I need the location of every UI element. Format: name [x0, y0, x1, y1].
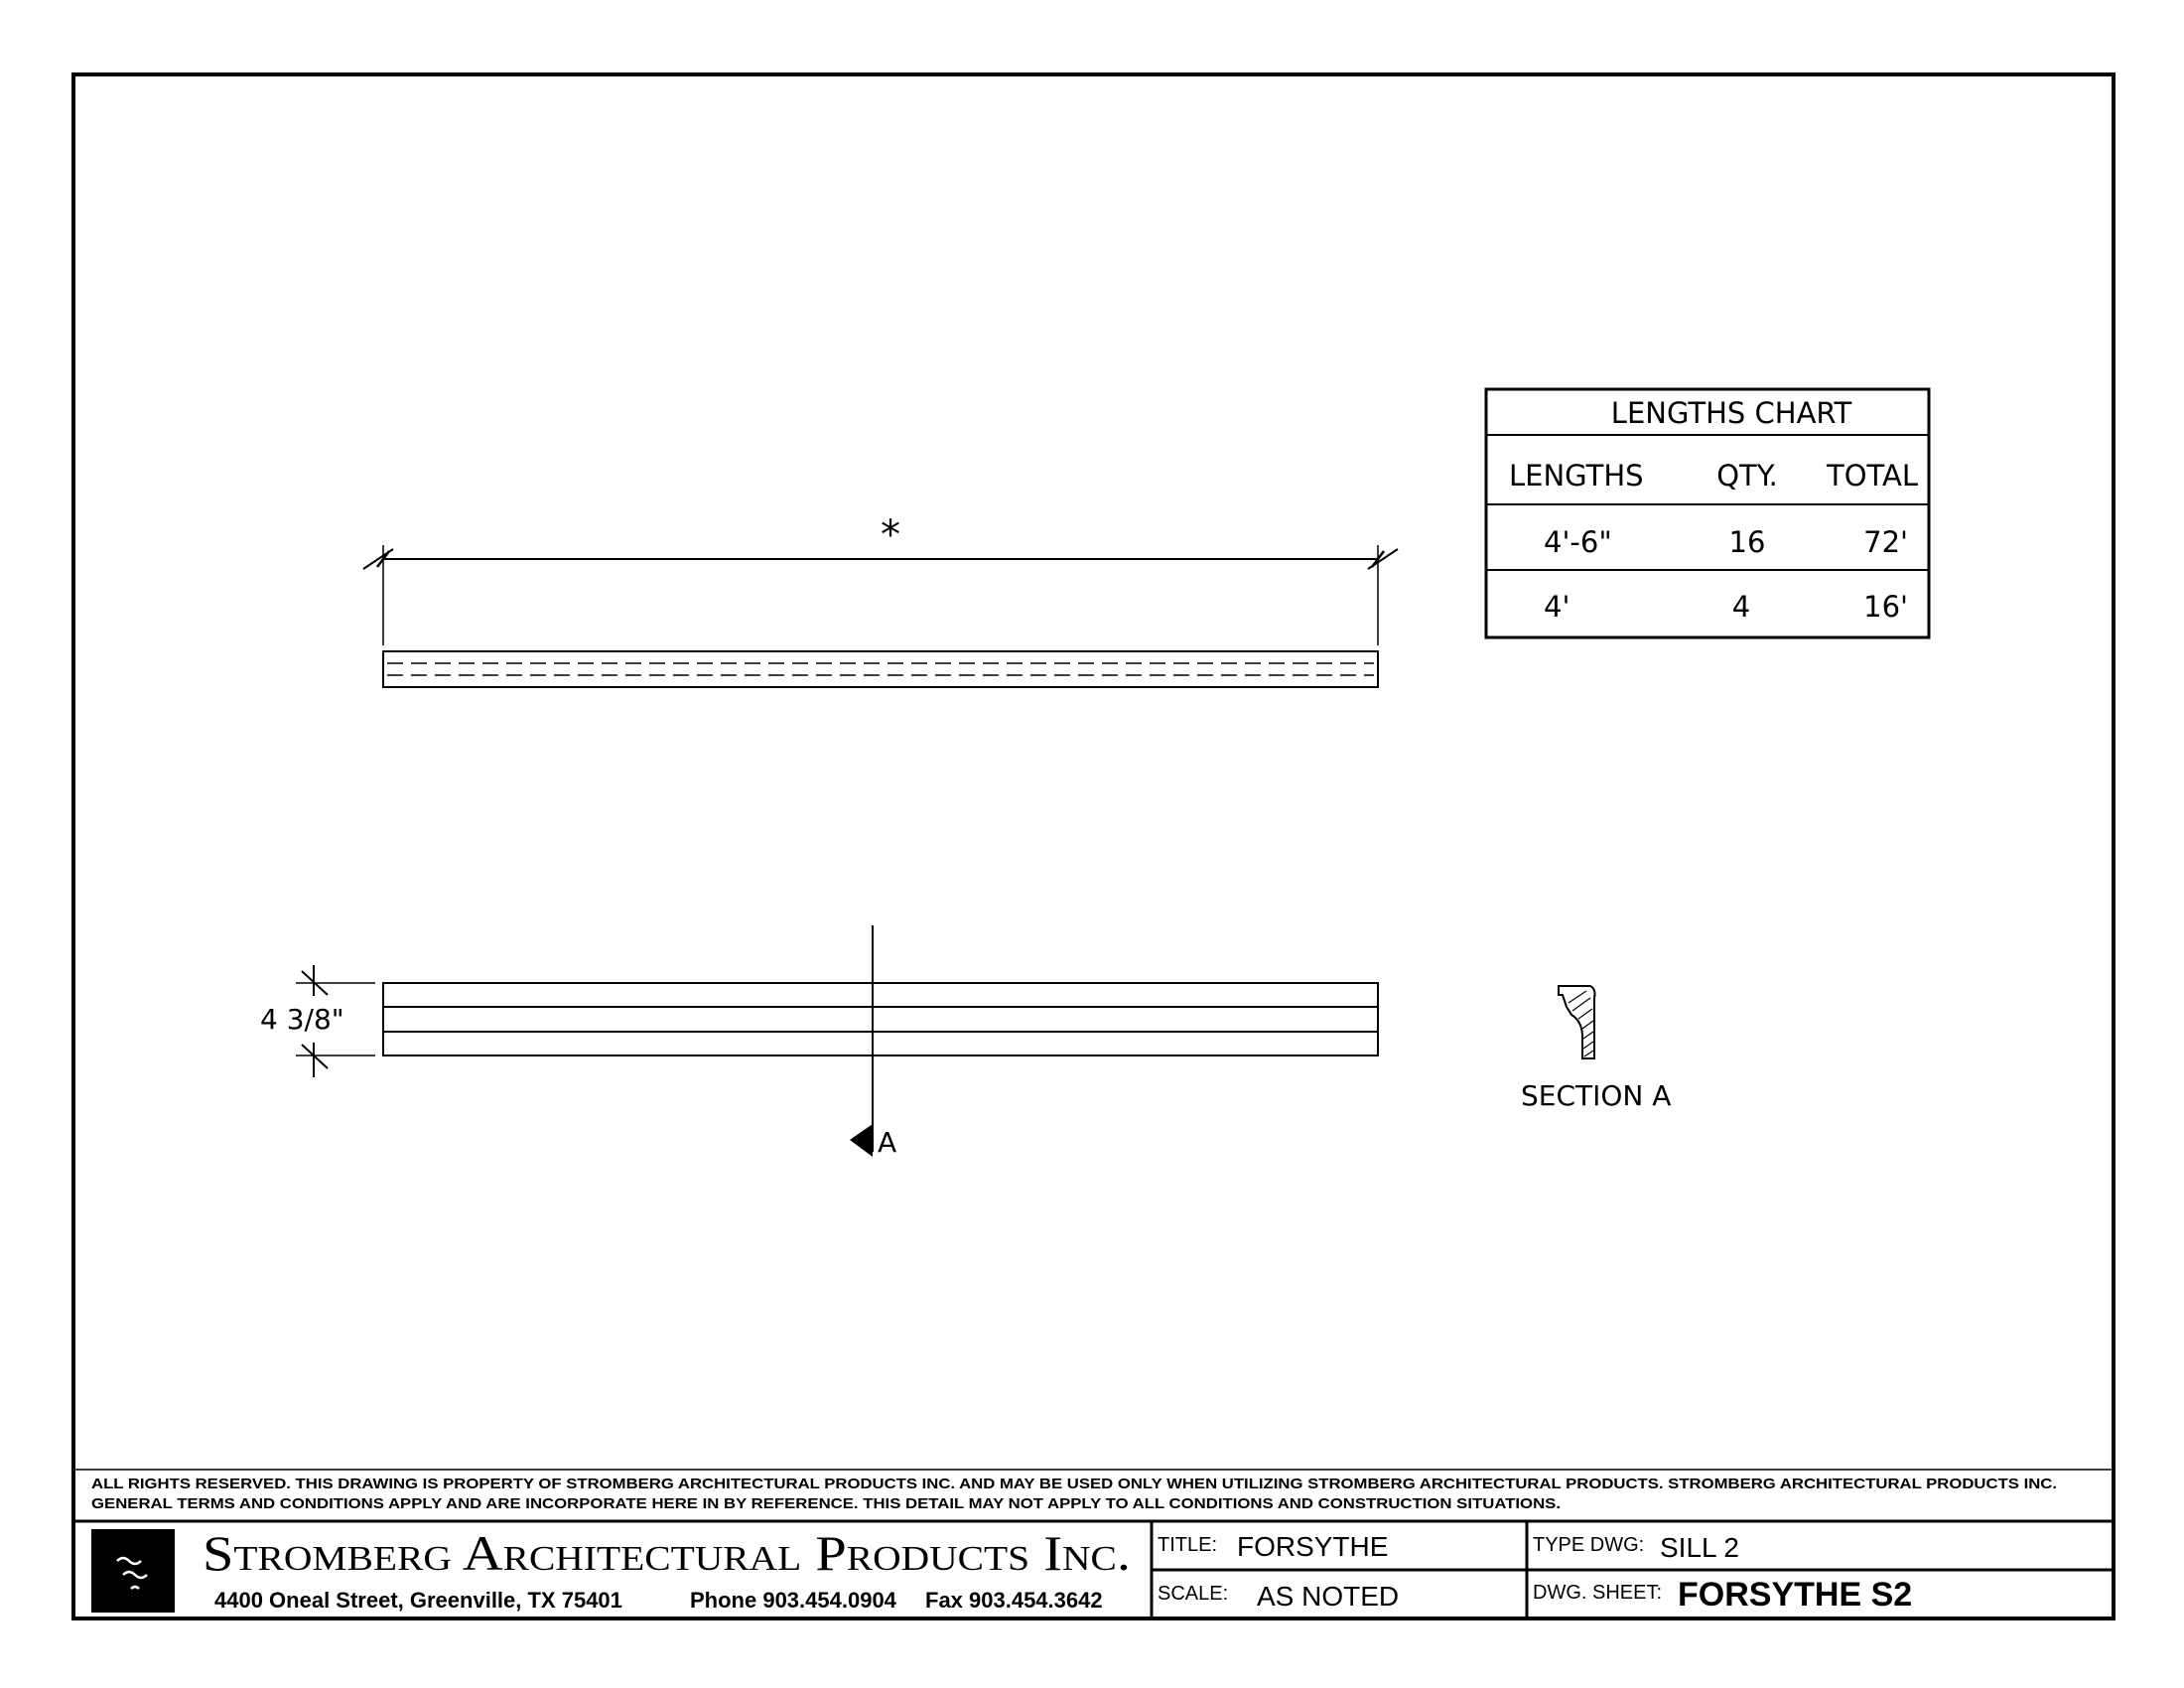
rights-notice-line-1: ALL RIGHTS RESERVED. THIS DRAWING IS PROPERTY OF STROMBERG ARCHITECTURAL PRODUCTS INC. AND MAY BE USED ONLY WHEN UTILIZING STROMBERG ARCHITECTURAL PRODUCTS. STROMBERG ARCHITECTURAL PRODUCTS INC.	[91, 1476, 2057, 1492]
sill-plan-outline	[383, 651, 1378, 687]
title-block	[73, 1470, 2114, 1618]
type-dwg-value: SILL 2	[1660, 1532, 1739, 1563]
section-label: SECTION A	[1521, 1079, 1672, 1112]
scale-label: SCALE:	[1158, 1583, 1229, 1605]
company-address: 4400 Oneal Street, Greenville, TX 75401	[214, 1588, 622, 1613]
company-phone: Phone 903.454.0904	[690, 1588, 896, 1613]
dimension-label-height: 4 3/8"	[260, 1003, 344, 1036]
row-1-qty: 16	[1728, 525, 1766, 559]
lengths-chart	[1486, 389, 1929, 637]
dwg-sheet-value: FORSYTHE S2	[1678, 1576, 1913, 1614]
column-header-total: TOTAL	[1827, 459, 1918, 492]
company-fax: Fax 903.454.3642	[925, 1588, 1103, 1613]
rights-notice-line-2: GENERAL TERMS AND CONDITIONS APPLY AND ARE INCORPORATE HERE IN BY REFERENCE. THIS DETAIL MAY NOT APPLY TO ALL CONDITIONS AND CONSTRUCTION SITUATIONS.	[91, 1495, 1561, 1512]
company-name: Stromberg Architectural Products Inc.	[203, 1525, 1131, 1581]
scale-value: AS NOTED	[1257, 1581, 1400, 1612]
section-a-detail	[1521, 986, 1671, 1112]
lengths-chart-title: LENGTHS CHART	[1610, 396, 1852, 430]
column-header-qty: QTY.	[1716, 459, 1778, 492]
title-label: TITLE:	[1158, 1534, 1218, 1556]
row-2-length: 4'	[1544, 590, 1570, 624]
column-header-lengths: LENGTHS	[1509, 459, 1644, 492]
row-2-qty: 4	[1731, 590, 1751, 624]
sill-elevation-outline	[383, 983, 1378, 1055]
row-1-total: 72'	[1863, 525, 1908, 559]
type-dwg-label: TYPE DWG:	[1533, 1534, 1645, 1556]
dimension-label-top: *	[881, 512, 900, 558]
plan-view	[363, 512, 1398, 687]
sheet-border	[73, 74, 2114, 1618]
dwg-sheet-label: DWG. SHEET:	[1533, 1582, 1663, 1604]
section-arrow-icon	[850, 1124, 873, 1157]
section-marker: A	[878, 1126, 897, 1159]
elevation-view	[260, 925, 1378, 1159]
title-value: FORSYTHE	[1237, 1531, 1389, 1562]
company-logo	[91, 1529, 175, 1613]
row-1-length: 4'-6"	[1544, 525, 1612, 559]
row-2-total: 16'	[1863, 590, 1908, 624]
